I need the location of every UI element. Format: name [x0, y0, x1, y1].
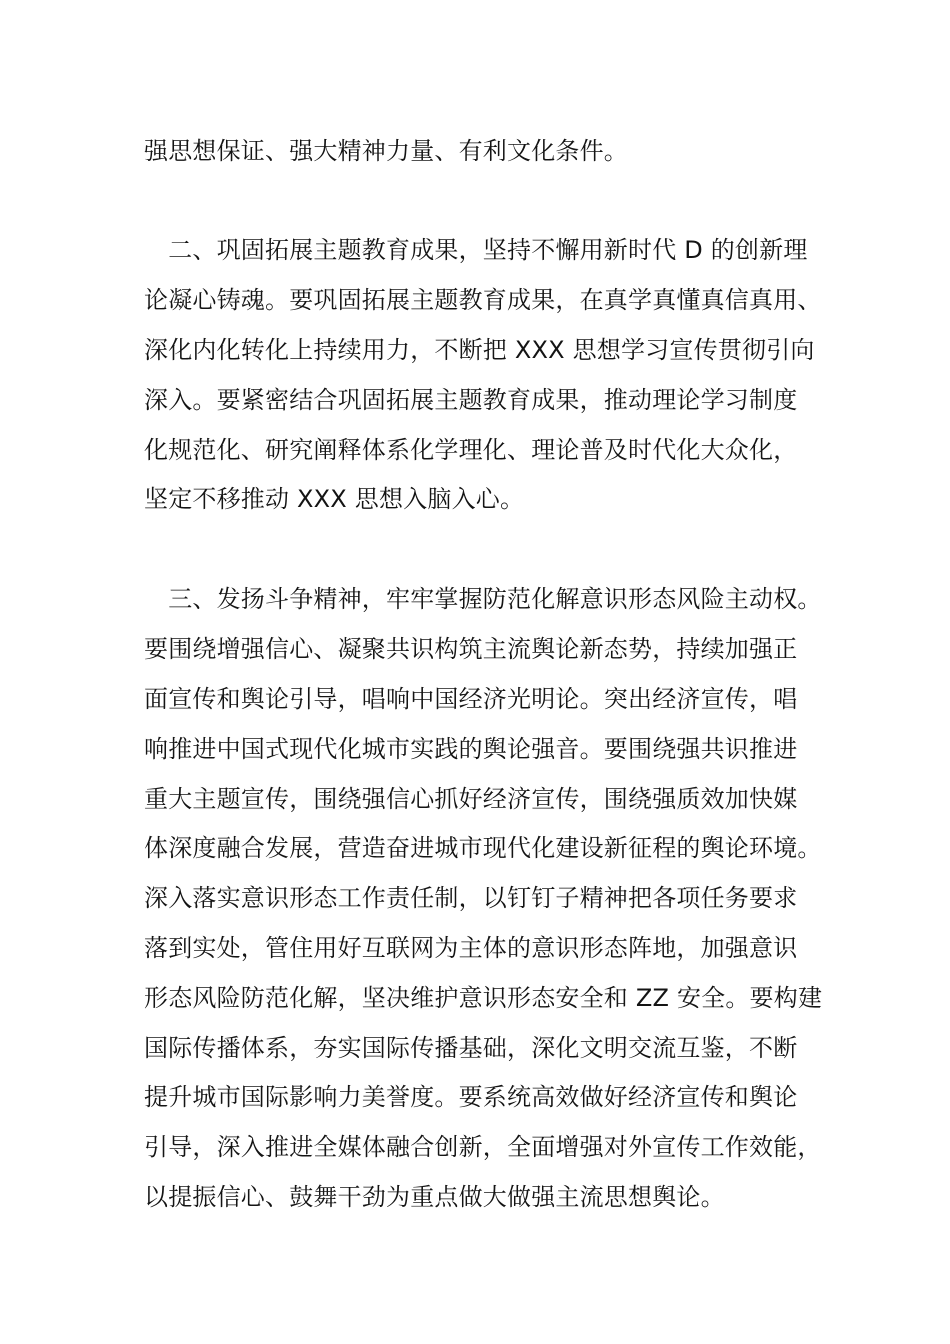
paragraph-3-line-9: 形态风险防范化解，坚决维护意识形态安全和 ZZ 安全。要构建 — [144, 984, 823, 1012]
paragraph-2-line-6: 坚定不移推动 XXX 思想入脑入心。 — [144, 485, 525, 513]
paragraph-3-line-5: 重大主题宣传，围绕强信心抓好经济宣传，围绕强质效加快媒 — [144, 785, 798, 813]
paragraph-3-line-11: 提升城市国际影响力美誉度。要系统高效做好经济宣传和舆论 — [144, 1083, 798, 1111]
paragraph-2-line-1: 二、巩固拓展主题教育成果，坚持不懈用新时代 D 的创新理 — [144, 236, 808, 264]
paragraph-3-line-3: 面宣传和舆论引导，唱响中国经济光明论。突出经济宣传，唱 — [144, 685, 798, 713]
paragraph-3-line-12: 引导，深入推进全媒体融合创新，全面增强对外宣传工作效能， — [144, 1133, 822, 1161]
paragraph-2-line-4: 深入。要紧密结合巩固拓展主题教育成果，推动理论学习制度 — [144, 386, 798, 414]
paragraph-3-line-10: 国际传播体系，夯实国际传播基础，深化文明交流互鉴，不断 — [144, 1034, 798, 1062]
paragraph-3-line-8: 落到实处，管住用好互联网为主体的意识形态阵地，加强意识 — [144, 934, 798, 962]
paragraph-3-line-4: 响推进中国式现代化城市实践的舆论强音。要围绕强共识推进 — [144, 735, 798, 763]
paragraph-3-line-2: 要围绕增强信心、凝聚共识构筑主流舆论新态势，持续加强正 — [144, 635, 798, 663]
paragraph-1-line-1: 强思想保证、强大精神力量、有利文化条件。 — [144, 137, 628, 165]
paragraph-2-line-2: 论凝心铸魂。要巩固拓展主题教育成果，在真学真懂真信真用、 — [144, 286, 822, 314]
paragraph-3-line-7: 深入落实意识形态工作责任制，以钉钉子精神把各项任务要求 — [144, 884, 798, 912]
paragraph-3-line-6: 体深度融合发展，营造奋进城市现代化建设新征程的舆论环境。 — [144, 834, 822, 862]
paragraph-3-line-1: 三、发扬斗争精神，牢牢掌握防范化解意识形态风险主动权。 — [144, 585, 822, 613]
paragraph-3-line-13: 以提振信心、鼓舞干劲为重点做大做强主流思想舆论。 — [144, 1183, 725, 1211]
paragraph-2-line-3: 深化内化转化上持续用力，不断把 XXX 思想学习宣传贯彻引向 — [144, 336, 815, 364]
paragraph-2-line-5: 化规范化、研究阐释体系化学理化、理论普及时代化大众化， — [144, 436, 798, 464]
